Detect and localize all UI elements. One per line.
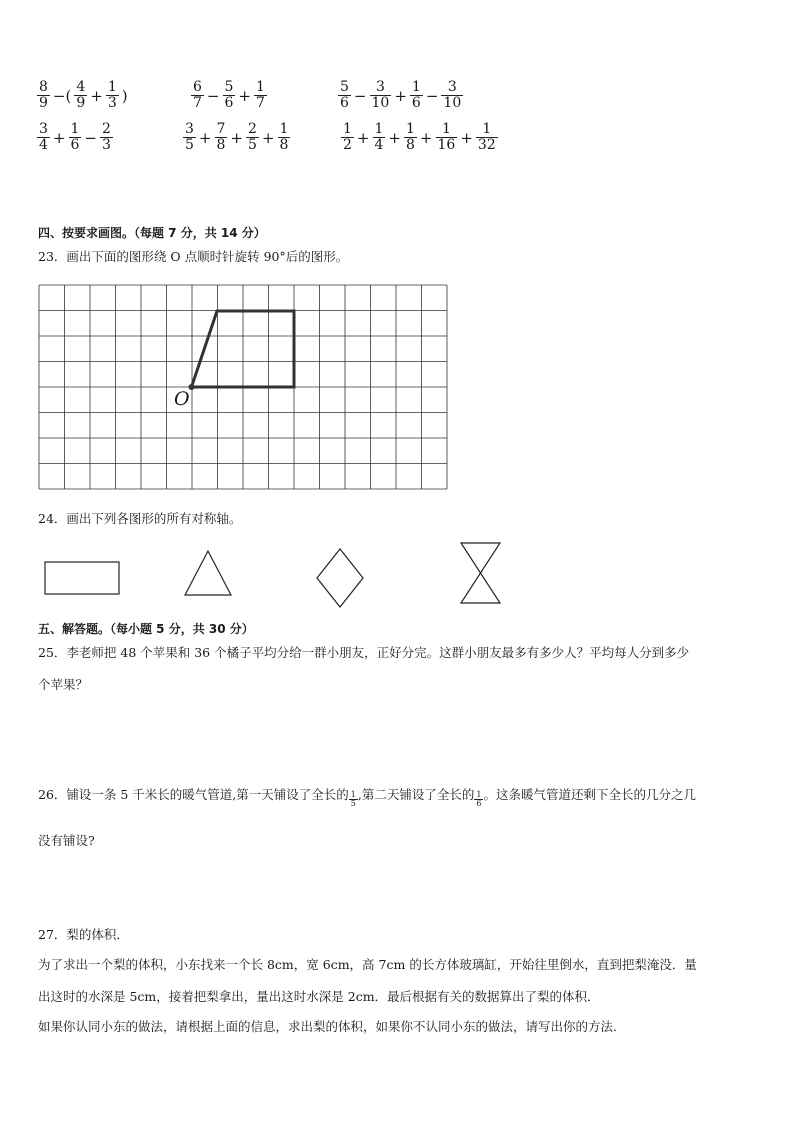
section5-heading: 五、解答题。（每小题 5 分，共 30 分） — [38, 622, 254, 636]
denominator: 4 — [374, 137, 384, 153]
fraction — [341, 122, 354, 153]
denominator: 8 — [406, 137, 415, 153]
fraction — [370, 80, 392, 111]
denominator: 8 — [279, 137, 289, 153]
question-27-line2: 出这时的水深是 5cm，接着把梨拿出，量出这时水深是 2cm．最后根据有关的数据算出了梨的体积． — [38, 989, 600, 1004]
operator: − — [84, 128, 97, 147]
numerator: 5 — [224, 79, 234, 95]
expression-r1-2 — [190, 80, 268, 111]
denominator: 9 — [39, 95, 48, 111]
symmetry-shapes — [0, 536, 794, 610]
operator: − — [425, 86, 439, 105]
operator: ) — [121, 86, 128, 105]
grid-figure — [38, 283, 450, 495]
operator: + — [230, 128, 243, 147]
triangle-shape — [185, 551, 231, 595]
numerator: 3 — [185, 121, 194, 137]
fraction — [37, 122, 50, 153]
denominator: 2 — [343, 137, 352, 153]
numerator: 3 — [39, 121, 48, 137]
question-26-part1: 26．铺设一条 5 千米长的暖气管道,第一天铺设了全长的 — [38, 787, 349, 802]
denominator: 3 — [102, 137, 111, 153]
numerator: 1 — [70, 121, 80, 137]
diamond-shape — [317, 549, 363, 607]
denominator: 6 — [340, 95, 349, 111]
fraction — [441, 80, 463, 111]
operator: + — [419, 128, 433, 147]
denominator: 16 — [437, 137, 456, 153]
numerator: 2 — [248, 121, 257, 137]
fraction-one-sixth: $\frac{1}{6}$ — [476, 790, 482, 808]
expression-r1-3 — [337, 80, 464, 111]
numerator: 1 — [406, 121, 415, 137]
denominator: 6 — [70, 137, 80, 153]
fraction — [278, 122, 291, 153]
fraction — [106, 80, 119, 111]
operator: + — [261, 128, 275, 147]
fraction — [476, 122, 498, 153]
numerator: 7 — [216, 121, 226, 137]
fraction — [191, 80, 204, 111]
denominator: 8 — [216, 137, 226, 153]
numerator: 1 — [411, 79, 421, 95]
fraction — [100, 122, 113, 153]
operator: −( — [52, 86, 72, 105]
rectangle-shape — [45, 562, 119, 594]
numerator: 1 — [343, 121, 352, 137]
question-25-line1: 25．李老师把 48 个苹果和 36 个橘子平均分给一群小朋友，正好分完。这群小朋友最多有多少人？平均每人分到多少 — [38, 645, 690, 660]
operator: + — [198, 128, 212, 147]
question-26-part2: ,第二天铺设了全长的 — [357, 787, 475, 802]
hourglass-shape — [461, 543, 500, 603]
denominator: 7 — [256, 95, 265, 111]
operator: − — [206, 86, 220, 105]
denominator: 6 — [224, 95, 234, 111]
numerator: 4 — [76, 79, 86, 95]
fraction — [404, 122, 417, 153]
question-25-line2: 个苹果？ — [38, 677, 89, 692]
expression-r2-1 — [36, 122, 114, 153]
operator: + — [356, 128, 370, 147]
numerator: 1 — [482, 121, 492, 137]
fraction-one-fifth: $\frac{1}{5}$ — [350, 790, 356, 808]
denominator: 9 — [76, 95, 86, 111]
fraction — [254, 80, 267, 111]
section4-heading: 四、按要求画图。（每题 7 分，共 14 分） — [38, 226, 266, 240]
fraction — [373, 122, 386, 153]
numerator: 6 — [193, 79, 202, 95]
numerator: 3 — [447, 79, 457, 95]
fraction — [74, 80, 87, 111]
operator: + — [238, 86, 251, 105]
operator: + — [388, 128, 401, 147]
question-27-line1: 为了求出一个梨的体积，小东找来一个长 8cm，宽 6cm，高 7cm 的长方体玻璃缸，开始往里倒水，直到把梨淹没．量 — [38, 957, 697, 972]
operator: − — [353, 86, 367, 105]
denominator: 10 — [371, 95, 390, 111]
denominator: 5 — [248, 137, 257, 153]
fraction — [410, 80, 423, 111]
numerator: 5 — [340, 79, 349, 95]
numerator: 1 — [279, 121, 289, 137]
denominator: 3 — [107, 95, 117, 111]
fraction-exercises — [0, 0, 794, 170]
fraction — [69, 122, 82, 153]
numerator: 1 — [107, 79, 117, 95]
expression-r2-2 — [182, 122, 291, 153]
numerator: 1 — [256, 79, 265, 95]
question-26-part3: 。这条暖气管道还剩下全长的几分之几 — [483, 787, 696, 802]
operator: + — [460, 128, 473, 147]
expression-r1-1 — [36, 80, 130, 111]
question-27-title: 27．梨的体积． — [38, 927, 129, 942]
question-24: 24．画出下列各图形的所有对称轴。 — [38, 511, 242, 526]
numerator: 1 — [374, 121, 384, 137]
question-26-line2: 没有铺设? — [38, 833, 95, 848]
denominator: 10 — [443, 95, 462, 111]
fraction — [436, 122, 458, 153]
fraction — [223, 80, 236, 111]
fraction — [338, 80, 351, 111]
denominator: 5 — [185, 137, 194, 153]
question-23: 23．画出下面的图形绕 O 点顺时针旋转 90°后的图形。 — [38, 249, 349, 264]
denominator: 6 — [411, 95, 421, 111]
fraction — [246, 122, 259, 153]
fraction — [215, 122, 228, 153]
numerator: 2 — [102, 121, 111, 137]
operator: + — [52, 128, 66, 147]
denominator: 4 — [39, 137, 48, 153]
operator: + — [394, 86, 407, 105]
fraction — [183, 122, 196, 153]
numerator: 1 — [441, 121, 451, 137]
expression-r2-3 — [340, 122, 499, 153]
question-26-line1 — [38, 782, 696, 808]
numerator: 3 — [375, 79, 385, 95]
question-27-line3: 如果你认同小东的做法，请根据上面的信息，求出梨的体积，如果你不认同小东的做法，请写出你的方法． — [38, 1019, 626, 1034]
numerator: 8 — [39, 79, 48, 95]
denominator: 32 — [477, 137, 496, 153]
denominator: 7 — [193, 95, 202, 111]
operator: + — [90, 86, 103, 105]
point-o-label: O — [174, 388, 190, 410]
fraction — [37, 80, 50, 111]
